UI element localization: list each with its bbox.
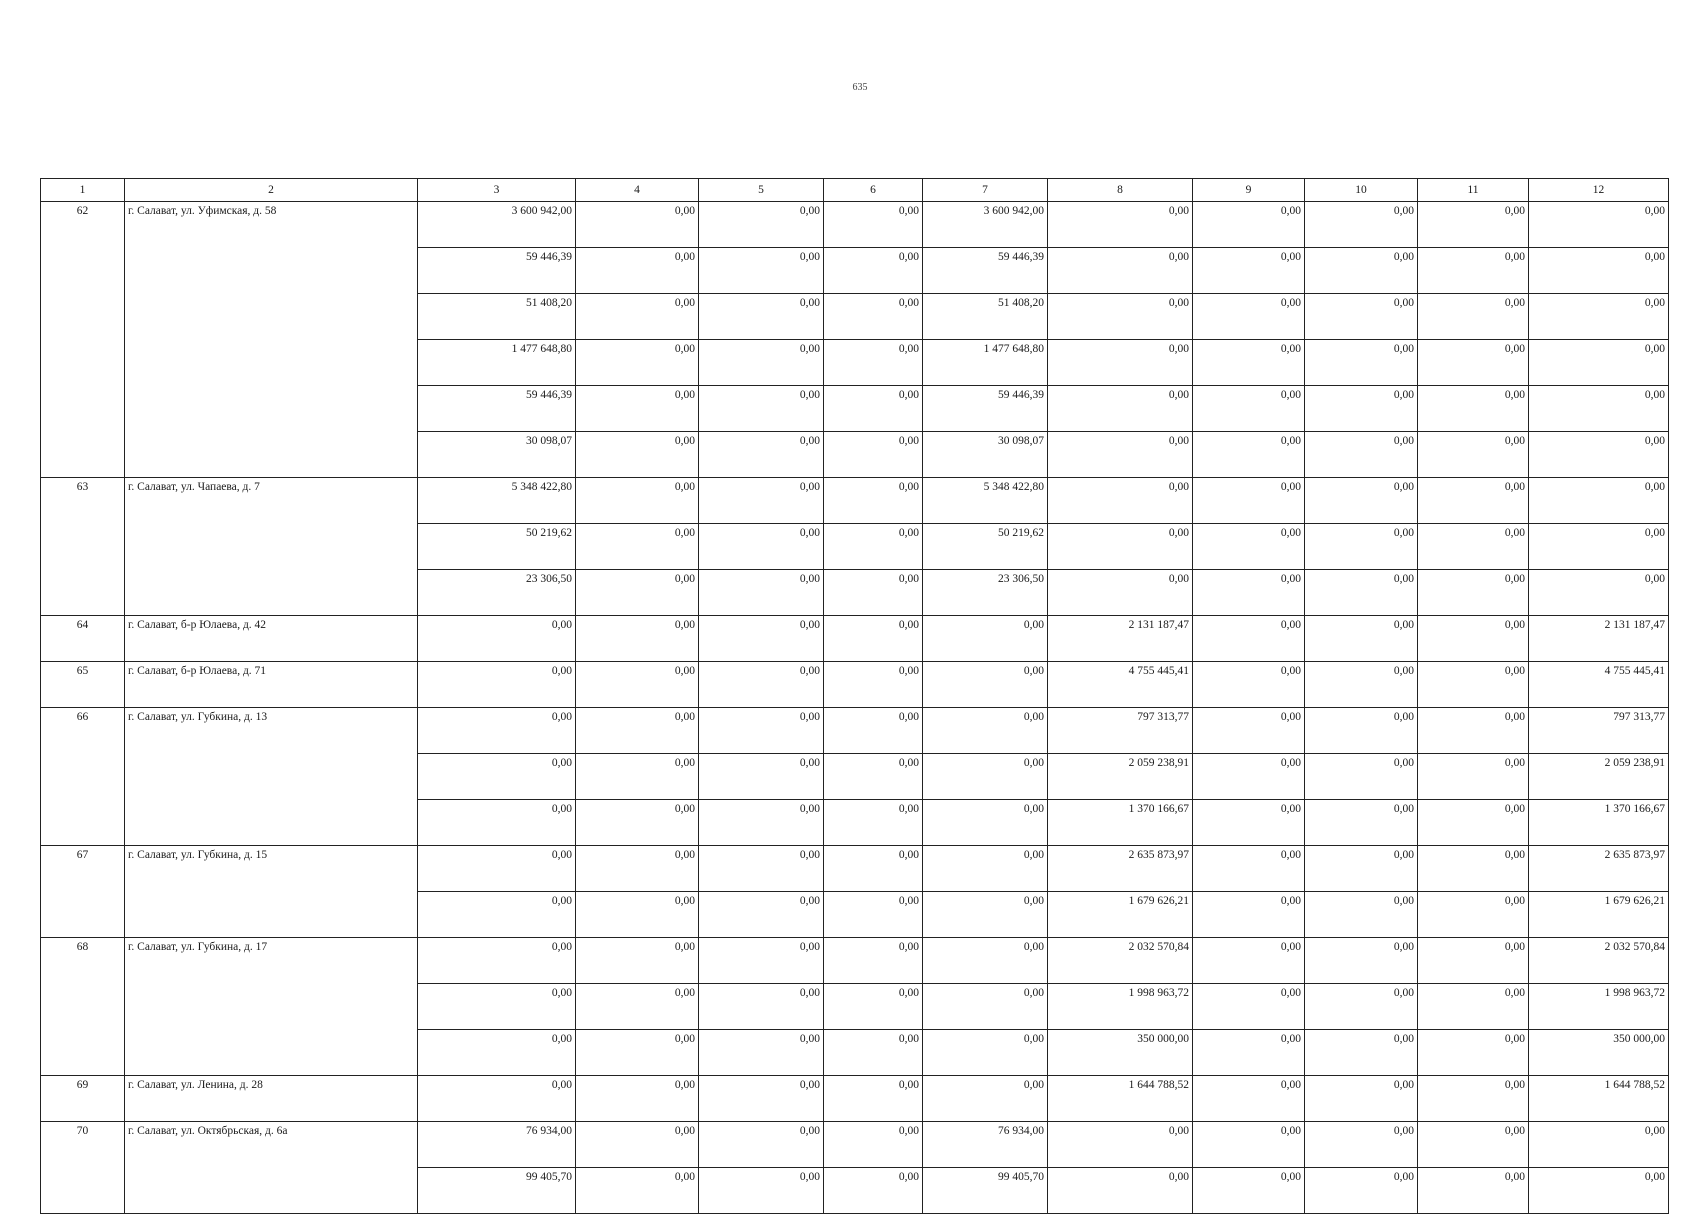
amount-cell: 0,00 <box>1305 570 1418 616</box>
amount-cell: 0,00 <box>1193 294 1305 340</box>
row-index: 65 <box>41 662 125 708</box>
table-row <box>41 938 1669 984</box>
amount-cell: 0,00 <box>1305 662 1418 708</box>
address-cell: г. Салават, ул. Губкина, д. 13 <box>125 708 418 846</box>
row-index: 63 <box>41 478 125 616</box>
amount-cell: 1 679 626,21 <box>1048 892 1193 938</box>
column-header: 4 <box>576 179 699 202</box>
amount-cell: 0,00 <box>1193 1168 1305 1214</box>
amount-cell: 51 408,20 <box>418 294 576 340</box>
amount-cell: 0,00 <box>1305 616 1418 662</box>
amount-cell: 0,00 <box>1305 754 1418 800</box>
amount-cell: 0,00 <box>699 478 824 524</box>
amount-cell: 0,00 <box>1418 386 1529 432</box>
amount-cell: 0,00 <box>1529 478 1669 524</box>
amount-cell: 0,00 <box>824 892 923 938</box>
amount-cell: 0,00 <box>1048 524 1193 570</box>
amount-cell: 0,00 <box>1418 524 1529 570</box>
amount-cell: 0,00 <box>1193 570 1305 616</box>
amount-cell: 0,00 <box>576 1122 699 1168</box>
amount-cell: 0,00 <box>1048 570 1193 616</box>
amount-cell: 0,00 <box>1418 1030 1529 1076</box>
amount-cell: 0,00 <box>576 938 699 984</box>
amount-cell: 0,00 <box>824 800 923 846</box>
amount-cell: 0,00 <box>824 570 923 616</box>
amount-cell: 0,00 <box>418 938 576 984</box>
column-header: 9 <box>1193 179 1305 202</box>
amount-cell: 0,00 <box>576 1030 699 1076</box>
amount-cell: 0,00 <box>1305 524 1418 570</box>
amount-cell: 0,00 <box>699 662 824 708</box>
amount-cell: 0,00 <box>1305 1076 1418 1122</box>
amount-cell: 0,00 <box>699 1076 824 1122</box>
table-wrapper <box>40 178 1669 1214</box>
column-header: 1 <box>41 179 125 202</box>
amount-cell: 0,00 <box>824 386 923 432</box>
table-row <box>41 1122 1669 1168</box>
amount-cell: 0,00 <box>1529 1122 1669 1168</box>
amount-cell: 0,00 <box>1048 202 1193 248</box>
amount-cell: 0,00 <box>1305 984 1418 1030</box>
column-header: 12 <box>1529 179 1669 202</box>
amount-cell: 0,00 <box>1418 846 1529 892</box>
amount-cell: 0,00 <box>1305 938 1418 984</box>
address-cell: г. Салават, б-р Юлаева, д. 71 <box>125 662 418 708</box>
amount-cell: 0,00 <box>576 1076 699 1122</box>
amount-cell: 2 131 187,47 <box>1529 616 1669 662</box>
amount-cell: 0,00 <box>576 754 699 800</box>
amount-cell: 0,00 <box>1048 386 1193 432</box>
amount-cell: 0,00 <box>1305 1168 1418 1214</box>
amount-cell: 0,00 <box>418 1076 576 1122</box>
amount-cell: 0,00 <box>1418 708 1529 754</box>
amount-cell: 5 348 422,80 <box>418 478 576 524</box>
amount-cell: 59 446,39 <box>923 248 1048 294</box>
amount-cell: 5 348 422,80 <box>923 478 1048 524</box>
amount-cell: 0,00 <box>1193 248 1305 294</box>
table-row <box>41 846 1669 892</box>
amount-cell: 0,00 <box>576 294 699 340</box>
amount-cell: 797 313,77 <box>1529 708 1669 754</box>
amount-cell: 0,00 <box>1418 754 1529 800</box>
amount-cell: 0,00 <box>824 202 923 248</box>
amount-cell: 0,00 <box>576 202 699 248</box>
amount-cell: 0,00 <box>923 1030 1048 1076</box>
amount-cell: 0,00 <box>1048 340 1193 386</box>
amount-cell: 0,00 <box>418 984 576 1030</box>
amount-cell: 0,00 <box>576 1168 699 1214</box>
amount-cell: 0,00 <box>1193 662 1305 708</box>
amount-cell: 0,00 <box>576 432 699 478</box>
amount-cell: 0,00 <box>576 984 699 1030</box>
amount-cell: 2 635 873,97 <box>1048 846 1193 892</box>
amount-cell: 3 600 942,00 <box>923 202 1048 248</box>
data-table <box>40 178 1669 1214</box>
amount-cell: 0,00 <box>699 1168 824 1214</box>
amount-cell: 76 934,00 <box>418 1122 576 1168</box>
amount-cell: 1 679 626,21 <box>1529 892 1669 938</box>
row-index: 62 <box>41 202 125 478</box>
amount-cell: 0,00 <box>699 386 824 432</box>
amount-cell: 0,00 <box>1418 938 1529 984</box>
column-header: 7 <box>923 179 1048 202</box>
amount-cell: 0,00 <box>1529 248 1669 294</box>
amount-cell: 50 219,62 <box>418 524 576 570</box>
amount-cell: 0,00 <box>576 386 699 432</box>
address-cell: г. Салават, ул. Чапаева, д. 7 <box>125 478 418 616</box>
amount-cell: 1 998 963,72 <box>1048 984 1193 1030</box>
amount-cell: 0,00 <box>1193 846 1305 892</box>
amount-cell: 1 644 788,52 <box>1529 1076 1669 1122</box>
amount-cell: 0,00 <box>576 478 699 524</box>
amount-cell: 0,00 <box>1529 202 1669 248</box>
amount-cell: 0,00 <box>923 662 1048 708</box>
amount-cell: 59 446,39 <box>923 386 1048 432</box>
amount-cell: 0,00 <box>699 524 824 570</box>
address-cell: г. Салават, ул. Губкина, д. 17 <box>125 938 418 1076</box>
amount-cell: 1 370 166,67 <box>1529 800 1669 846</box>
amount-cell: 0,00 <box>1193 524 1305 570</box>
amount-cell: 99 405,70 <box>418 1168 576 1214</box>
amount-cell: 0,00 <box>1305 202 1418 248</box>
amount-cell: 0,00 <box>1193 1122 1305 1168</box>
amount-cell: 0,00 <box>1048 1122 1193 1168</box>
table-row <box>41 1076 1669 1122</box>
amount-cell: 0,00 <box>1305 800 1418 846</box>
amount-cell: 0,00 <box>1418 1168 1529 1214</box>
amount-cell: 0,00 <box>1305 708 1418 754</box>
amount-cell: 0,00 <box>1529 294 1669 340</box>
amount-cell: 0,00 <box>1305 340 1418 386</box>
amount-cell: 0,00 <box>1193 892 1305 938</box>
amount-cell: 0,00 <box>1193 938 1305 984</box>
amount-cell: 0,00 <box>1418 294 1529 340</box>
amount-cell: 350 000,00 <box>1048 1030 1193 1076</box>
amount-cell: 0,00 <box>1418 1076 1529 1122</box>
header-row <box>41 179 1669 202</box>
amount-cell: 1 998 963,72 <box>1529 984 1669 1030</box>
amount-cell: 0,00 <box>576 248 699 294</box>
amount-cell: 0,00 <box>1418 340 1529 386</box>
amount-cell: 0,00 <box>923 846 1048 892</box>
amount-cell: 0,00 <box>699 294 824 340</box>
amount-cell: 0,00 <box>824 248 923 294</box>
amount-cell: 0,00 <box>699 248 824 294</box>
amount-cell: 0,00 <box>923 938 1048 984</box>
amount-cell: 0,00 <box>824 708 923 754</box>
amount-cell: 2 032 570,84 <box>1529 938 1669 984</box>
amount-cell: 51 408,20 <box>923 294 1048 340</box>
amount-cell: 0,00 <box>824 616 923 662</box>
amount-cell: 350 000,00 <box>1529 1030 1669 1076</box>
amount-cell: 2 059 238,91 <box>1048 754 1193 800</box>
column-header: 6 <box>824 179 923 202</box>
amount-cell: 0,00 <box>576 340 699 386</box>
amount-cell: 0,00 <box>824 938 923 984</box>
amount-cell: 0,00 <box>824 1030 923 1076</box>
row-index: 67 <box>41 846 125 938</box>
amount-cell: 23 306,50 <box>923 570 1048 616</box>
amount-cell: 4 755 445,41 <box>1529 662 1669 708</box>
amount-cell: 0,00 <box>699 846 824 892</box>
amount-cell: 0,00 <box>1305 892 1418 938</box>
address-cell: г. Салават, ул. Октябрьская, д. 6а <box>125 1122 418 1214</box>
row-index: 64 <box>41 616 125 662</box>
amount-cell: 76 934,00 <box>923 1122 1048 1168</box>
amount-cell: 0,00 <box>1193 616 1305 662</box>
amount-cell: 0,00 <box>699 616 824 662</box>
amount-cell: 0,00 <box>1529 524 1669 570</box>
amount-cell: 0,00 <box>824 432 923 478</box>
amount-cell: 0,00 <box>1529 570 1669 616</box>
address-cell: г. Салават, ул. Губкина, д. 15 <box>125 846 418 938</box>
amount-cell: 0,00 <box>418 662 576 708</box>
page-number: 635 <box>852 82 868 93</box>
amount-cell: 4 755 445,41 <box>1048 662 1193 708</box>
amount-cell: 0,00 <box>1193 478 1305 524</box>
table-row <box>41 708 1669 754</box>
amount-cell: 0,00 <box>576 570 699 616</box>
table-body <box>41 202 1669 1214</box>
amount-cell: 0,00 <box>1193 340 1305 386</box>
amount-cell: 0,00 <box>1418 984 1529 1030</box>
amount-cell: 0,00 <box>824 524 923 570</box>
column-header: 10 <box>1305 179 1418 202</box>
amount-cell: 1 644 788,52 <box>1048 1076 1193 1122</box>
amount-cell: 23 306,50 <box>418 570 576 616</box>
table-row <box>41 662 1669 708</box>
row-index: 70 <box>41 1122 125 1214</box>
amount-cell: 59 446,39 <box>418 386 576 432</box>
amount-cell: 0,00 <box>576 846 699 892</box>
amount-cell: 0,00 <box>1048 1168 1193 1214</box>
amount-cell: 0,00 <box>699 432 824 478</box>
amount-cell: 0,00 <box>699 708 824 754</box>
amount-cell: 0,00 <box>824 294 923 340</box>
amount-cell: 0,00 <box>1418 662 1529 708</box>
column-header: 2 <box>125 179 418 202</box>
amount-cell: 0,00 <box>418 846 576 892</box>
amount-cell: 0,00 <box>1305 1030 1418 1076</box>
amount-cell: 0,00 <box>699 340 824 386</box>
amount-cell: 0,00 <box>824 1076 923 1122</box>
amount-cell: 2 059 238,91 <box>1529 754 1669 800</box>
amount-cell: 0,00 <box>699 892 824 938</box>
amount-cell: 0,00 <box>1418 570 1529 616</box>
amount-cell: 0,00 <box>699 754 824 800</box>
amount-cell: 0,00 <box>1193 1076 1305 1122</box>
amount-cell: 0,00 <box>1418 478 1529 524</box>
amount-cell: 30 098,07 <box>923 432 1048 478</box>
column-header: 8 <box>1048 179 1193 202</box>
amount-cell: 0,00 <box>1418 892 1529 938</box>
amount-cell: 0,00 <box>824 754 923 800</box>
amount-cell: 0,00 <box>923 708 1048 754</box>
amount-cell: 0,00 <box>1305 1122 1418 1168</box>
amount-cell: 0,00 <box>576 708 699 754</box>
amount-cell: 0,00 <box>699 938 824 984</box>
amount-cell: 0,00 <box>1193 386 1305 432</box>
column-header: 11 <box>1418 179 1529 202</box>
address-cell: г. Салават, ул. Ленина, д. 28 <box>125 1076 418 1122</box>
amount-cell: 0,00 <box>824 662 923 708</box>
amount-cell: 0,00 <box>1529 340 1669 386</box>
amount-cell: 0,00 <box>1305 478 1418 524</box>
column-header: 3 <box>418 179 576 202</box>
amount-cell: 0,00 <box>1193 1030 1305 1076</box>
amount-cell: 0,00 <box>699 570 824 616</box>
amount-cell: 50 219,62 <box>923 524 1048 570</box>
amount-cell: 0,00 <box>1305 248 1418 294</box>
amount-cell: 2 032 570,84 <box>1048 938 1193 984</box>
amount-cell: 0,00 <box>923 616 1048 662</box>
row-index: 66 <box>41 708 125 846</box>
amount-cell: 0,00 <box>824 1168 923 1214</box>
amount-cell: 0,00 <box>1048 294 1193 340</box>
table-row <box>41 202 1669 248</box>
amount-cell: 0,00 <box>1048 432 1193 478</box>
amount-cell: 0,00 <box>1529 432 1669 478</box>
amount-cell: 0,00 <box>1193 202 1305 248</box>
table-row <box>41 616 1669 662</box>
amount-cell: 0,00 <box>824 340 923 386</box>
amount-cell: 99 405,70 <box>923 1168 1048 1214</box>
amount-cell: 1 477 648,80 <box>418 340 576 386</box>
amount-cell: 0,00 <box>1048 478 1193 524</box>
amount-cell: 0,00 <box>1418 800 1529 846</box>
amount-cell: 0,00 <box>1418 1122 1529 1168</box>
amount-cell: 0,00 <box>1193 984 1305 1030</box>
amount-cell: 0,00 <box>1529 386 1669 432</box>
amount-cell: 0,00 <box>418 754 576 800</box>
amount-cell: 0,00 <box>699 1030 824 1076</box>
amount-cell: 0,00 <box>1305 386 1418 432</box>
amount-cell: 0,00 <box>1193 754 1305 800</box>
row-index: 68 <box>41 938 125 1076</box>
amount-cell: 1 370 166,67 <box>1048 800 1193 846</box>
amount-cell: 0,00 <box>699 984 824 1030</box>
amount-cell: 0,00 <box>1529 1168 1669 1214</box>
amount-cell: 2 131 187,47 <box>1048 616 1193 662</box>
amount-cell: 0,00 <box>824 846 923 892</box>
amount-cell: 0,00 <box>1305 294 1418 340</box>
amount-cell: 59 446,39 <box>418 248 576 294</box>
amount-cell: 0,00 <box>923 754 1048 800</box>
amount-cell: 0,00 <box>923 800 1048 846</box>
amount-cell: 0,00 <box>576 524 699 570</box>
amount-cell: 0,00 <box>418 892 576 938</box>
amount-cell: 0,00 <box>418 708 576 754</box>
amount-cell: 0,00 <box>923 1076 1048 1122</box>
amount-cell: 0,00 <box>1193 708 1305 754</box>
amount-cell: 0,00 <box>418 1030 576 1076</box>
column-header: 5 <box>699 179 824 202</box>
amount-cell: 0,00 <box>1418 202 1529 248</box>
amount-cell: 0,00 <box>824 1122 923 1168</box>
amount-cell: 3 600 942,00 <box>418 202 576 248</box>
amount-cell: 0,00 <box>576 616 699 662</box>
amount-cell: 0,00 <box>576 800 699 846</box>
amount-cell: 30 098,07 <box>418 432 576 478</box>
amount-cell: 0,00 <box>576 892 699 938</box>
amount-cell: 0,00 <box>1418 248 1529 294</box>
amount-cell: 0,00 <box>699 202 824 248</box>
amount-cell: 0,00 <box>923 984 1048 1030</box>
row-index: 69 <box>41 1076 125 1122</box>
address-cell: г. Салават, б-р Юлаева, д. 42 <box>125 616 418 662</box>
amount-cell: 797 313,77 <box>1048 708 1193 754</box>
amount-cell: 0,00 <box>1305 432 1418 478</box>
amount-cell: 2 635 873,97 <box>1529 846 1669 892</box>
address-cell: г. Салават, ул. Уфимская, д. 58 <box>125 202 418 478</box>
amount-cell: 0,00 <box>1048 248 1193 294</box>
amount-cell: 0,00 <box>1418 432 1529 478</box>
amount-cell: 0,00 <box>1305 846 1418 892</box>
amount-cell: 0,00 <box>824 984 923 1030</box>
amount-cell: 0,00 <box>923 892 1048 938</box>
table-row <box>41 478 1669 524</box>
amount-cell: 0,00 <box>418 616 576 662</box>
amount-cell: 0,00 <box>699 1122 824 1168</box>
amount-cell: 1 477 648,80 <box>923 340 1048 386</box>
amount-cell: 0,00 <box>824 478 923 524</box>
amount-cell: 0,00 <box>1193 800 1305 846</box>
amount-cell: 0,00 <box>1418 616 1529 662</box>
amount-cell: 0,00 <box>576 662 699 708</box>
amount-cell: 0,00 <box>699 800 824 846</box>
amount-cell: 0,00 <box>1193 432 1305 478</box>
amount-cell: 0,00 <box>418 800 576 846</box>
